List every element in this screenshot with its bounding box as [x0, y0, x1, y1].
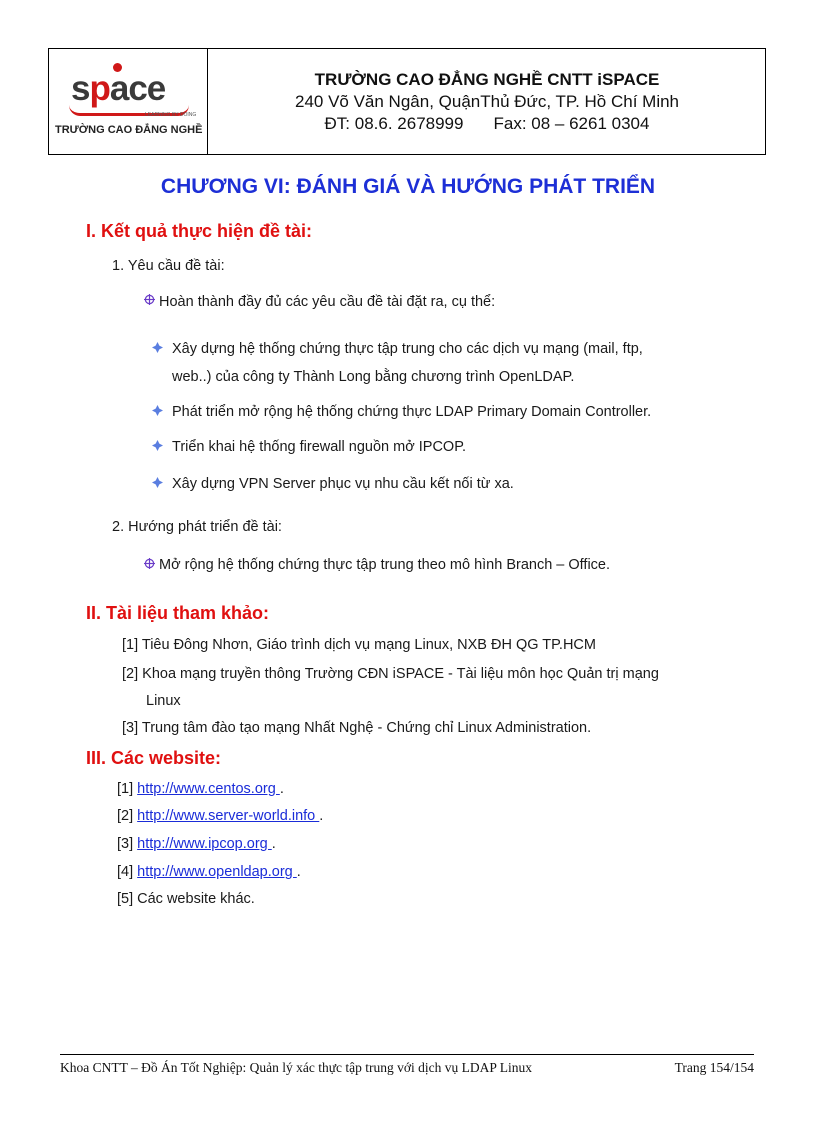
- website-link-server-world[interactable]: http://www.server-world.info: [137, 808, 320, 824]
- bullet-item: Xây dựng hệ thống chứng thực tập trung cho các dịch vụ mạng (mail, ftp,: [172, 341, 643, 357]
- page-footer: [60, 1060, 754, 1076]
- website-item: [3] http://www.ipcop.org .: [117, 836, 276, 852]
- footer-divider: [60, 1054, 754, 1055]
- diamond-bullet-icon: [152, 477, 163, 488]
- logo-tagline: LEARNING BY DOING: [145, 112, 197, 118]
- footer-text: Khoa CNTT – Đồ Án Tốt Nghiệp: Quản lý xác thực tập trung với dịch vụ LDAP Linux: [60, 1060, 533, 1075]
- item-2-title: 2. Hướng phát triển đề tài:: [112, 519, 282, 535]
- bullet-item-continuation: web..) của công ty Thành Long bằng chương trình OpenLDAP.: [172, 369, 575, 385]
- page-number: Trang 154/154: [674, 1060, 754, 1075]
- bullet-item: Xây dựng VPN Server phục vụ nhu cầu kết nối từ xa.: [172, 476, 514, 492]
- logo-wordmark: space: [71, 69, 166, 108]
- diamond-bullet-icon: [152, 440, 163, 451]
- school-logo: [49, 49, 208, 154]
- diamond-bullet-icon: [152, 405, 163, 416]
- school-contact: ĐT: 08.6. 2678999 Fax: 08 – 6261 0304: [324, 114, 650, 133]
- crosshair-bullet-icon: [144, 294, 155, 305]
- item-2-lead: Mở rộng hệ thống chứng thực tập trung theo mô hình Branch – Office.: [159, 557, 611, 573]
- website-link-centos[interactable]: http://www.centos.org: [137, 781, 280, 797]
- website-link-ipcop[interactable]: http://www.ipcop.org: [137, 836, 272, 852]
- school-address: 240 Võ Văn Ngân, QuậnThủ Đức, TP. Hồ Chí Minh: [294, 92, 680, 111]
- bullet-item: Triển khai hệ thống firewall nguồn mở IPCOP.: [172, 439, 467, 455]
- website-link-openldap[interactable]: http://www.openldap.org: [137, 864, 297, 880]
- school-info: [209, 69, 765, 135]
- chapter-title: CHƯƠNG VI: ĐÁNH GIÁ VÀ HƯỚNG PHÁT TRIỂN: [160, 175, 656, 198]
- reference-item: [1] Tiêu Đông Nhơn, Giáo trình dịch vụ mạng Linux, NXB ĐH QG TP.HCM: [122, 637, 596, 653]
- bullet-item: Phát triển mở rộng hệ thống chứng thực LDAP Primary Domain Controller.: [172, 404, 652, 420]
- item-1-lead: Hoàn thành đầy đủ các yêu cầu đề tài đặt ra, cụ thể:: [159, 294, 496, 310]
- section-3-title: III. Các website:: [86, 748, 222, 768]
- page-header: [48, 48, 766, 155]
- item-1-title: 1. Yêu cầu đề tài:: [112, 258, 225, 274]
- reference-item: [2] Khoa mạng truyền thông Trường CĐN iSPACE - Tài liệu môn học Quản trị mạng: [122, 666, 659, 682]
- reference-item: [3] Trung tâm đào tạo mạng Nhất Nghệ - Chứng chỉ Linux Administration.: [122, 720, 592, 736]
- website-item: [2] http://www.server-world.info .: [117, 808, 324, 824]
- section-1-title: I. Kết quả thực hiện đề tài:: [86, 221, 313, 241]
- logo-caption: TRƯỜNG CAO ĐẲNG NGHỀ: [55, 124, 203, 136]
- reference-item-continuation: Linux: [146, 693, 181, 709]
- school-name: TRƯỜNG CAO ĐẲNG NGHỀ CNTT iSPACE: [314, 70, 660, 89]
- crosshair-bullet-icon: [144, 558, 155, 569]
- diamond-bullet-icon: [152, 342, 163, 353]
- section-2-title: II. Tài liệu tham khảo:: [86, 603, 270, 623]
- website-item: [1] http://www.centos.org .: [117, 781, 284, 797]
- website-item: [4] http://www.openldap.org .: [117, 864, 301, 880]
- website-item: [5] Các website khác.: [117, 891, 255, 907]
